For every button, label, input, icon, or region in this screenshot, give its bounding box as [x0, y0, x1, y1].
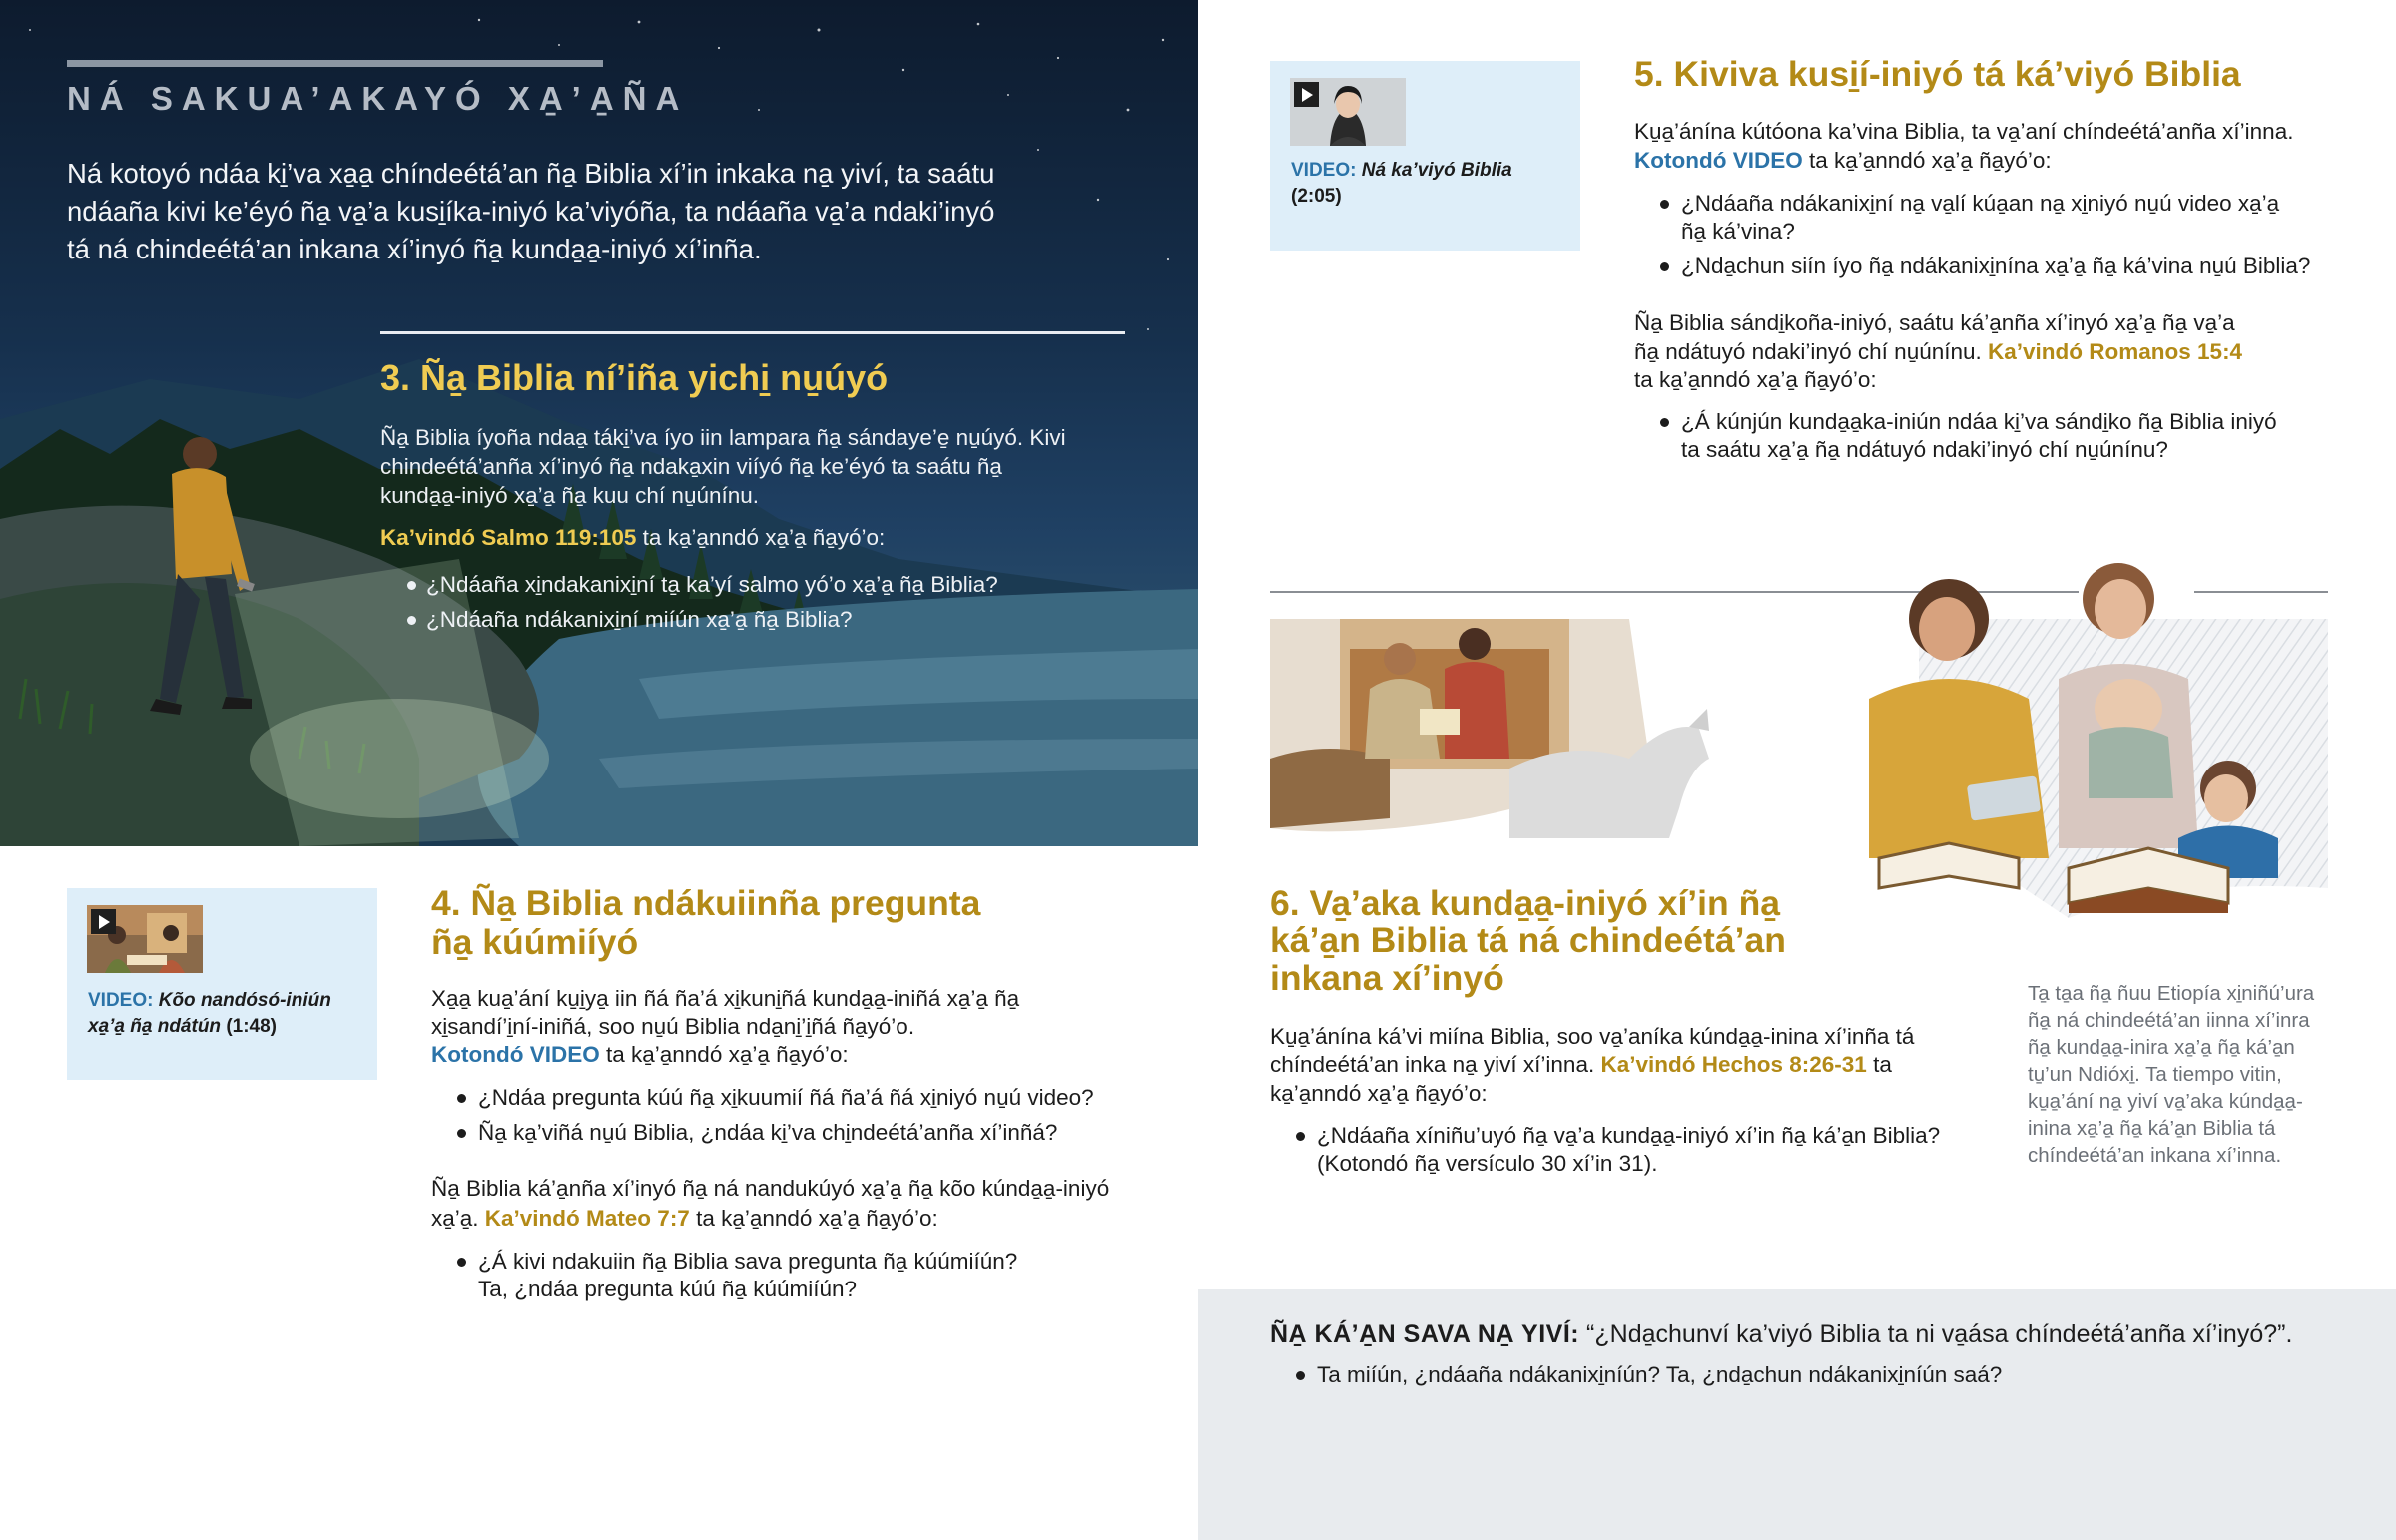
section6-question-1	[1270, 1122, 1940, 1178]
section4-questions	[431, 1084, 1094, 1147]
night-hero-panel	[0, 0, 1198, 846]
video-caption-section4	[88, 988, 367, 1040]
section5-p2-line2	[1634, 338, 2242, 366]
people-say-questions	[1270, 1361, 2002, 1389]
section5-question-1	[1634, 190, 2310, 246]
section3-rule	[380, 331, 1125, 334]
scripture-ref-romanos[interactable]: Ka’vindó Romanos 15:4	[1988, 339, 2243, 364]
section4-question-1: ¿Ndáa pregunta kúú ña̱ xi̱kuumií ñá ña’á ñá xi̱niyó nu̱ú video?	[431, 1084, 1094, 1112]
video-thumbnail-section5[interactable]	[1290, 78, 1406, 146]
section5-title: 5. Kiviva kusi̱í-iniyó tá ká’viyó Biblia	[1634, 54, 2241, 94]
section6-p1-after: ta	[1866, 1052, 1892, 1077]
section6-title-line3: inkana xí’inyó	[1270, 958, 1504, 998]
video-card-section4[interactable]	[67, 888, 377, 1080]
intro-title: NÁ SAKUA’AKAYÓ XA̱’A̱ÑA	[67, 80, 689, 117]
people-say-heading: ÑA̱ KÁ’A̱N SAVA NA̱ YIVÍ:	[1270, 1320, 1580, 1348]
watch-video-link-section5[interactable]: Kotondó VIDEO	[1634, 148, 1803, 173]
section6-p1-line3: ka̱’a̱nndó xa̱’a̱ ña̱yó’o:	[1270, 1081, 1488, 1106]
scripture-ref-hechos[interactable]: Ka’vindó Hechos 8:26-31	[1600, 1052, 1867, 1077]
section4-p2-line2	[431, 1205, 938, 1233]
intro-rule	[67, 60, 603, 67]
section6-p1-line2	[1270, 1051, 1892, 1079]
section5-p2-text: ña̱ ndátuyó ndaki’inyó chí nu̱únínu.	[1634, 339, 1989, 364]
section5-cta-after: ta ka̱’a̱nndó xa̱’a̱ ña̱yó’o:	[1802, 148, 2052, 173]
section5-questions-2	[1634, 408, 2277, 464]
section5-p1: Ku̱a̱’ánína kútóona ka’vina Biblia, ta va̱’aní chíndeétá’anña xí’inna.	[1634, 119, 2294, 144]
video-card-section5[interactable]	[1270, 61, 1580, 251]
scripture-ref-salmo[interactable]: Ka’vindó Salmo 119:105	[380, 525, 637, 550]
section5-p2-line1: Ña̱ Biblia sándi̱koña-iniyó, saátu ká’a̱nña xí’inyó xa̱’a̱ ña̱ va̱’a	[1634, 310, 2235, 335]
section5-question-1-line1: ¿Ndáaña ndákanixi̱ní na̱ va̱lí kúa̱an na̱ xi̱niyó nu̱ú video xa̱’a̱	[1681, 191, 2280, 216]
section5-p2-line3: ta ka̱’a̱nndó xa̱’a̱ ña̱yó’o:	[1634, 367, 1877, 392]
intro-text: Ná kotoyó ndáa ki̱’va xa̱a̱ chíndeétá’an ña̱ Biblia xí’in inkaka na̱ yiví, ta saátu ndáaña kivi ke’éyó ña̱ va̱’a kusi̱íka-iniyó ka’viyóña, ta ndáaña va̱’a ndaki’inyó tá ná chindeétá’an inkana xí’inyó ña̱ kunda̱a̱-iniyó xí’inña.	[67, 158, 995, 264]
video-name: Kõo nandósó-iniún xa̱’a̱ ña̱ ndátún	[88, 990, 331, 1037]
people-say-quote: “¿Nda̱chunví ka’viyó Biblia ta ni va̱ása chíndeétá’anña xí’inyó?”.	[1579, 1320, 2293, 1348]
section3-ref-after: ta ka̱’a̱nndó xa̱’a̱ ña̱yó’o:	[636, 525, 886, 550]
section6-title-line1: 6. Va̱’aka kunda̱a̱-iniyó xí’in ña̱	[1270, 883, 1781, 923]
section5-question-3-line2: ta saátu xa̱’a̱ ña̱ ndátuyó ndaki’inyó chí nu̱únínu?	[1681, 437, 2168, 462]
section6-p1-line1: Ku̱a̱’ánína ká’vi miína Biblia, soo va̱’aníka kúnda̱a̱-inina xí’inña tá	[1270, 1024, 1915, 1049]
section6-question-1-line1: ¿Ndáaña xíniñu’uyó ña̱ va̱’a kunda̱a̱-iniyó xí’in ña̱ ká’a̱n Biblia?	[1317, 1123, 1941, 1148]
video-caption-section5	[1291, 158, 1570, 210]
section5-question-3	[1634, 408, 2277, 464]
video-label: VIDEO:	[1291, 160, 1357, 181]
section3-title: 3. Ña̱ Biblia ní’iña yichi̱ nu̱úyó	[380, 357, 889, 398]
play-icon[interactable]	[1294, 82, 1319, 107]
section4-title-line1: 4. Ña̱ Biblia ndákuiinña pregunta	[431, 883, 981, 923]
section3-question-2: ¿Ndáaña ndákanixi̱ní miíún xa̱’a̱ ña̱ Biblia?	[380, 602, 1119, 637]
section4-question-3	[431, 1248, 1017, 1303]
video-name: Ná ka’viyó Biblia	[1361, 160, 1512, 181]
scripture-ref-mateo[interactable]: Ka’vindó Mateo 7:7	[484, 1206, 690, 1231]
section4-cta-line	[431, 1041, 849, 1069]
section5-question-1-line2: ña̱ ká’vina?	[1681, 219, 1795, 244]
play-icon[interactable]	[91, 909, 116, 934]
section4-p2-line1: Ña̱ Biblia ká’a̱nña xí’inyó ña̱ ná nandukúyó xa̱’a̱ ña̱ kõo kúnda̱a̱-iniyó	[431, 1176, 1110, 1201]
section3-question-1: ¿Ndáaña xi̱ndakanixi̱ní ta̱ ka’yí salmo yó’o xa̱’a̱ ña̱ Biblia?	[380, 567, 1119, 602]
video-duration: (2:05)	[1291, 186, 1342, 207]
people-say-line	[1270, 1317, 2292, 1351]
section4-question-2: Ña̱ ka̱’viñá nu̱ú Biblia, ¿ndáa ki̱’va chi̱ndeétá’anña xí’inñá?	[431, 1119, 1094, 1147]
people-say-question: Ta miíún, ¿ndáaña ndákanixi̱níún? Ta, ¿nda̱chun ndákanixi̱níún saá?	[1270, 1361, 2002, 1389]
section6-title-line2: ká’a̱n Biblia tá ná chindeétá’an	[1270, 920, 1786, 960]
section5-question-2: ¿Nda̱chun siín íyo ña̱ ndákanixi̱nína xa̱’a̱ ña̱ ká’vina nu̱ú Biblia?	[1634, 253, 2310, 280]
section4-p1-line1: Xa̱a̱ kua̱’ání ku̱i̱ya̱ iin ñá ña’á xi̱kuni̱ñá kunda̱a̱-iniñá xa̱’a̱ ña̱	[431, 986, 1020, 1011]
video-duration: (1:48)	[226, 1016, 277, 1037]
section3-questions	[380, 567, 1119, 637]
section4-questions-2	[431, 1248, 1017, 1303]
section5-questions	[1634, 190, 2310, 280]
section5-question-3-line1: ¿Á kúnjún kunda̱a̱ka-iniún ndáa ki̱’va sándi̱ko ña̱ Biblia iniyó	[1681, 409, 2277, 434]
section4-question-3-line2: Ta, ¿ndáa pregunta kúú ña̱ kúúmiíún?	[478, 1277, 858, 1301]
video-label: VIDEO:	[88, 990, 154, 1011]
section4-cta-after: ta ka̱’a̱nndó xa̱’a̱ ña̱yó’o:	[599, 1042, 849, 1067]
illustration-caption: Ta̱ ta̱a ña̱ ñuu Etiopía xi̱niñú’ura ña̱ ná chindeétá’an iinna xí’inra ña̱ kunda̱a̱-inira xa̱’a̱ ña̱ ká’a̱n tu̱’un Ndióxi̱. Ta tiempo vitin, ku̱a̱’ání na̱ yiví va̱’aka kúnda̱a̱-inina xa̱’a̱ ña̱ ká’a̱n Biblia tá chíndeétá’an inkana xí’inna.	[2028, 982, 2315, 1167]
section4-question-3-line1: ¿Á kivi ndakuiin ña̱ Biblia sava pregunta ña̱ kúúmiíún?	[478, 1249, 1018, 1274]
section4-p2-after: ta ka̱’a̱nndó xa̱’a̱ ña̱yó’o:	[689, 1206, 938, 1231]
section3-body: Ña̱ Biblia íyoña ndaa̱ táki̱’va íyo iin lampara ña̱ sándaye’e̱ nu̱úyó. Kivi chindeétá’anña xí’inyó ña̱ ndaka̱xin viíyó ña̱ ke’éyó ta saátu ña̱ kunda̱a̱-iniyó xa̱’a̱ ña̱ kuu chí nu̱únínu.	[380, 425, 1066, 508]
section3-reading-line	[380, 525, 885, 551]
section5-cta-line	[1634, 147, 2052, 175]
section6-questions	[1270, 1122, 1940, 1178]
watch-video-link-section4[interactable]: Kotondó VIDEO	[431, 1042, 600, 1067]
section4-p1-line2: xi̱sandí’i̱ní-iniñá, soo nu̱ú Biblia nda̱ni̱’i̱ñá ña̱yó’o.	[431, 1014, 915, 1039]
section6-question-1-line2: (Kotondó ña̱ versículo 30 xí’in 31).	[1317, 1151, 1658, 1176]
video-thumbnail-section4[interactable]	[87, 905, 203, 973]
section6-p1-text: chíndeétá’an inka na̱ yiví xí’inna.	[1270, 1052, 1601, 1077]
section4-p2-start: xa̱’a̱.	[431, 1206, 485, 1231]
section4-title-line2: ña̱ kúúmiíyó	[431, 922, 639, 962]
